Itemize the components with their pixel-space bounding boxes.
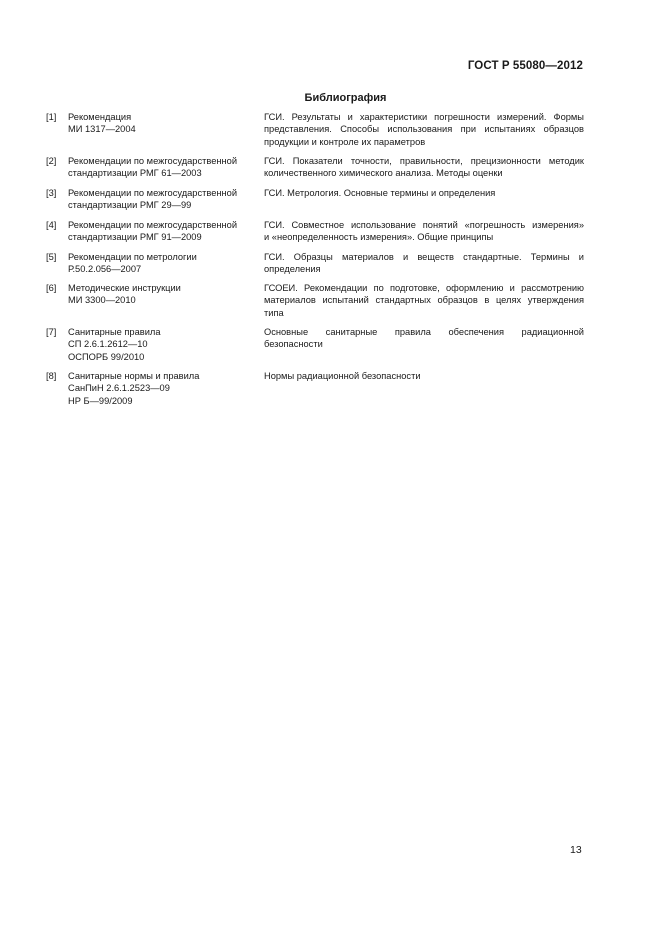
entry-description bbox=[264, 282, 584, 319]
description-line: ГСИ. Метрология. Основные термины и определения bbox=[264, 188, 496, 198]
source-line: стандартизации РМГ 91—2009 bbox=[68, 232, 202, 243]
entry-source bbox=[68, 187, 258, 212]
description-line: ГСИ. Совместное использование понятий «погрешность измерения» bbox=[264, 220, 584, 230]
description-line: представления. Способы использования при испытаниях образцов bbox=[264, 124, 584, 135]
entry-number: [6] bbox=[46, 283, 57, 293]
entry-number: [8] bbox=[46, 371, 57, 381]
source-line: Санитарные правила bbox=[68, 327, 161, 337]
document-code-header: ГОСТ Р 55080—2012 bbox=[467, 60, 583, 72]
source-line: СП 2.6.1.2612—10 bbox=[68, 339, 148, 350]
entry-number: [3] bbox=[46, 188, 57, 198]
description-line: Основные санитарные правила обеспечения радиационной bbox=[264, 327, 584, 337]
entry-source bbox=[68, 326, 258, 363]
entry-source bbox=[68, 155, 258, 180]
entry-source bbox=[68, 282, 258, 307]
entry-source bbox=[68, 219, 258, 244]
source-line: НР Б—99/2009 bbox=[68, 395, 133, 406]
source-line: Рекомендации по метрологии bbox=[68, 252, 197, 262]
source-line: Р.50.2.056—2007 bbox=[68, 264, 142, 275]
page-number: 13 bbox=[570, 844, 582, 856]
description-line: типа bbox=[264, 307, 284, 318]
entry-source bbox=[68, 370, 258, 407]
description-line: материалов испытаний стандартных образцов в целях утверждения bbox=[264, 295, 584, 306]
bibliography-title: Библиография bbox=[304, 92, 387, 104]
entry-number: [4] bbox=[46, 220, 57, 230]
entry-source bbox=[68, 251, 258, 276]
description-line: безопасности bbox=[264, 339, 323, 350]
entry-description bbox=[264, 370, 584, 382]
description-line: продукции и контроле их параметров bbox=[264, 136, 426, 147]
description-line: количественного химического анализа. Методы оценки bbox=[264, 168, 503, 179]
entry-description bbox=[264, 187, 584, 199]
source-line: Рекомендации по межгосударственной bbox=[68, 156, 238, 166]
source-line: Рекомендации по межгосударственной bbox=[68, 188, 238, 198]
source-line: стандартизации РМГ 29—99 bbox=[68, 200, 192, 211]
source-line: стандартизации РМГ 61—2003 bbox=[68, 168, 202, 179]
entry-number: [7] bbox=[46, 327, 57, 337]
description-line: определения bbox=[264, 264, 321, 275]
entry-number: [5] bbox=[46, 252, 57, 262]
source-line: Рекомендации по межгосударственной bbox=[68, 220, 238, 230]
description-line: Нормы радиационной безопасности bbox=[264, 371, 421, 381]
entry-description bbox=[264, 219, 584, 244]
entry-description bbox=[264, 111, 584, 148]
description-line: ГСИ. Образцы материалов и веществ стандартные. Термины и bbox=[264, 252, 584, 262]
description-line: ГСИ. Показатели точности, правильности, прецизионности методик bbox=[264, 156, 584, 166]
source-line: Методические инструкции bbox=[68, 283, 181, 293]
source-line: Санитарные нормы и правила bbox=[68, 371, 200, 381]
entry-source bbox=[68, 111, 258, 136]
source-line: ОСПОРБ 99/2010 bbox=[68, 351, 145, 362]
description-line: ГСИ. Результаты и характеристики погрешности измерений. Формы bbox=[264, 112, 584, 122]
entry-number: [2] bbox=[46, 156, 57, 166]
source-line: МИ 1317—2004 bbox=[68, 124, 136, 135]
source-line: МИ 3300—2010 bbox=[68, 295, 136, 306]
source-line: Рекомендация bbox=[68, 112, 132, 122]
entry-number: [1] bbox=[46, 112, 57, 122]
source-line: СанПиН 2.6.1.2523—09 bbox=[68, 383, 170, 394]
entry-description bbox=[264, 155, 584, 180]
description-line: ГСОЕИ. Рекомендации по подготовке, оформлению и рассмотрению bbox=[264, 283, 584, 293]
entry-description bbox=[264, 326, 584, 351]
description-line: и «неопределенность измерения». Общие принципы bbox=[264, 232, 494, 243]
entry-description bbox=[264, 251, 584, 276]
